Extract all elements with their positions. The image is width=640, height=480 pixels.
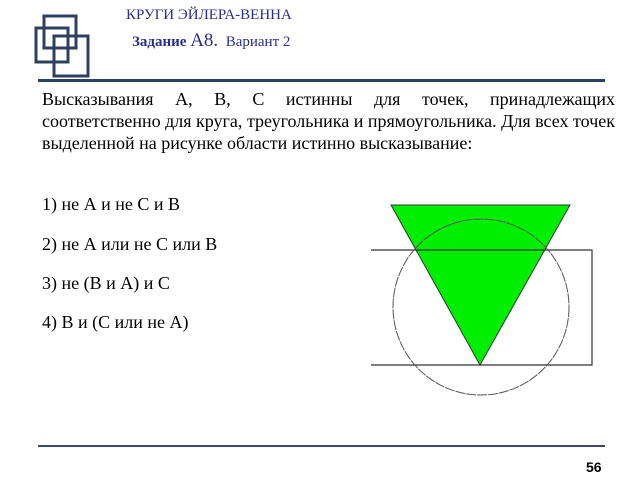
option-2: 2) не А или не С или В bbox=[42, 234, 218, 254]
footer-divider bbox=[38, 445, 605, 447]
triangle-b-highlighted bbox=[391, 205, 570, 365]
task-word: Задание bbox=[132, 34, 187, 50]
euler-diagram bbox=[360, 190, 610, 400]
option-4: 4) В и (С или не А) bbox=[42, 312, 189, 332]
logo-squares-icon bbox=[34, 14, 114, 80]
task-header bbox=[132, 30, 290, 52]
option-1: 1) не А и не С и В bbox=[42, 194, 181, 214]
option-3: 3) не (В и А) и С bbox=[42, 273, 170, 293]
page-number: 56 bbox=[586, 459, 602, 475]
variant-label: Вариант 2 bbox=[225, 34, 291, 50]
slide-title: КРУГИ ЭЙЛЕРА-ВЕННА bbox=[126, 7, 292, 23]
task-code: A8. bbox=[190, 30, 219, 51]
header-divider bbox=[38, 79, 605, 82]
task-text: Высказывания А, В, С истинны для точек, принадлежащих соответственно для круга, треугольника и прямоугольника. Для всех точек выделенной на рисунке области истинно высказывание: bbox=[42, 89, 615, 153]
